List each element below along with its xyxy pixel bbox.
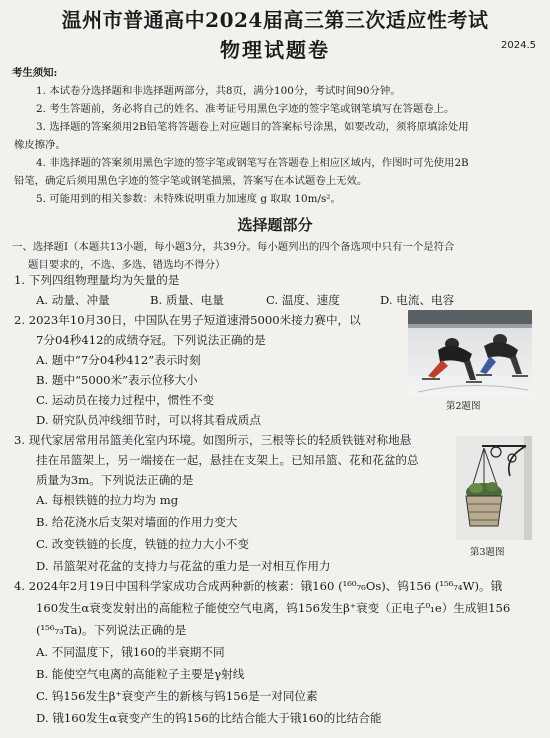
option: C. 改变铁链的长度，铁链的拉力大小不变 xyxy=(36,537,249,551)
option: D. 电流、电容 xyxy=(380,293,455,307)
question-stem: 3. 现代家居常用吊篮美化室内环境。如图所示，三根等长的轻质铁链对称地悬 xyxy=(14,433,412,447)
exam-date: 2024.5 xyxy=(501,40,536,51)
option: B. 质量、电量 xyxy=(150,293,224,307)
question-stem: 挂在吊篮架上，另一端接在一起，悬挂在支架上。已知吊篮、花和花盆的总 xyxy=(36,453,419,467)
figure-caption: 第2题图 xyxy=(446,401,481,412)
notice-heading: 考生须知: xyxy=(12,67,58,79)
option: A. 不同温度下，锇160的半衰期不同 xyxy=(36,645,225,659)
figure-caption: 第3题图 xyxy=(470,547,505,558)
option: A. 动量、冲量 xyxy=(36,293,110,307)
notice-line: 5. 可能用到的相关参数：未特殊说明重力加速度 g 取取 10m/s²。 xyxy=(36,193,341,205)
speed-skating-photo xyxy=(408,310,532,396)
option: A. 题中“7分04秒412”表示时刻 xyxy=(36,353,201,367)
notice-line: 4. 非选择题的答案须用黑色字迹的签字笔或钢笔写在答题卷上相应区域内，作图时可先使用2B xyxy=(36,157,469,169)
option: B. 能使空气电离的高能粒子主要是γ射线 xyxy=(36,667,245,681)
option: C. 运动员在接力过程中，惯性不变 xyxy=(36,393,215,407)
notice-line: 橡皮擦净。 xyxy=(14,139,66,151)
question-stem: 4. 2024年2月19日中国科学家成功合成两种新的核素：锇160 (¹⁶⁰₇₆Os)、钨156 (¹⁵⁶₇₄W)。锇 xyxy=(14,579,503,593)
hanging-basket-photo xyxy=(456,436,532,540)
question-stem: 1. 下列四组物理量均为矢量的是 xyxy=(14,273,180,287)
option: B. 题中“5000米”表示位移大小 xyxy=(36,373,198,387)
notice-line: 3. 选择题的答案须用2B铅笔将答题卷上对应题目的答案标号涂黑，如要改动，须将原填涂处用 xyxy=(36,121,469,133)
option: A. 每根铁链的拉力均为 mg xyxy=(36,493,179,507)
question-stem: 160发生α衰变发射出的高能粒子能使空气电离，钨156发生β⁺衰变（正电子⁰₁e）生成钽156 xyxy=(36,601,511,615)
notice-line: 铅笔，确定后须用黑色字迹的签字笔或钢笔描黑，答案写在本试题卷上无效。 xyxy=(14,175,368,187)
notice-line: 1. 本试卷分选择题和非选择题两部分，共8页，满分100分，考试时间90分钟。 xyxy=(36,85,401,97)
part-instruction: 一、选择题Ⅰ（本题共13小题，每小题3分，共39分。每小题列出的四个备选项中只有一个是符合 xyxy=(12,241,455,253)
option: D. 研究队员冲线细节时，可以将其看成质点 xyxy=(36,413,261,427)
question-stem: 2. 2023年10月30日，中国队在男子短道速滑5000米接力赛中，以 xyxy=(14,313,361,327)
option: D. 锇160发生α衰变产生的钨156的比结合能大于锇160的比结合能 xyxy=(36,711,382,725)
option: C. 温度、速度 xyxy=(266,293,340,307)
question-stem: 质量为3m。下列说法正确的是 xyxy=(36,473,194,487)
section-title: 选择题部分 xyxy=(237,216,313,234)
option: B. 给花浇水后支架对墙面的作用力变大 xyxy=(36,515,238,529)
exam-title: 温州市普通高中2024届高三第三次适应性考试 xyxy=(61,8,489,32)
question-stem: 7分04秒412的成绩夺冠。下列说法正确的是 xyxy=(36,333,266,347)
option: C. 钨156发生β⁺衰变产生的新核与钨156是一对同位素 xyxy=(36,689,318,703)
paper-subtitle: 物理试题卷 xyxy=(220,38,330,62)
option: D. 吊篮架对花盆的支持力与花盆的重力是一对相互作用力 xyxy=(36,559,331,573)
question-stem: (¹⁵⁶₇₃Ta)。下列说法正确的是 xyxy=(36,623,187,637)
notice-line: 2. 考生答题前，务必将自己的姓名、准考证号用黑色字迹的签字笔或钢笔填写在答题卷上。 xyxy=(36,103,455,115)
part-instruction: 题目要求的，不选、多选、错选均不得分） xyxy=(28,259,226,271)
